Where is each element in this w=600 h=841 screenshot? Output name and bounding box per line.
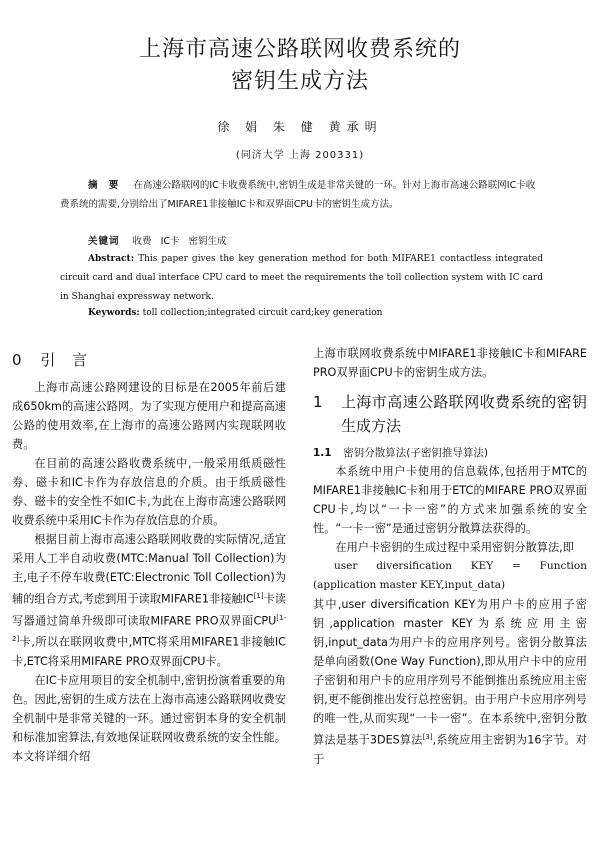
intro-paragraph-3 xyxy=(12,530,286,671)
section-1-paragraph-3 xyxy=(313,595,587,769)
abstract-cn-label: 摘 要 xyxy=(88,180,123,191)
keywords-en xyxy=(60,304,543,323)
subsection-1-1-title: 密钥分散算法(子密钥推导算法) xyxy=(343,447,488,459)
intro-p3-part-c: 卡,所以在联网收费中,MTC将采用MIFARE1非接触IC卡,ETC将采用MIFARE PRO双界面CPU卡。 xyxy=(12,636,286,669)
abstract-en-text: This paper gives the key generation method for both MIFARE1 contactless integrated circuit card and dual interface CPU card to meet the requirements the toll collection system with IC card in Shanghai expressway network. xyxy=(60,254,543,302)
intro-paragraph-2: 在目前的高速公路收费系统中,一般采用纸质磁性券、磁卡和IC卡作为存放信息的介质。由于纸质磁性券、磁卡的安全性不如IC卡,为此在上海市高速公路联网收费系统中采用IC卡作为存放信息的介质。 xyxy=(12,457,286,527)
citation-ref-1: [1] xyxy=(253,592,264,600)
keywords-en-text: toll collection;integrated circuit card;key generation xyxy=(142,308,383,318)
authors: 徐 娟 朱 健 黄承明 xyxy=(217,120,383,134)
intro-heading-text: 引 言 xyxy=(40,351,94,369)
citation-ref-3: [3] xyxy=(422,733,433,741)
left-column xyxy=(12,348,286,766)
section-1-p3-text: 其中,user diversification KEY为用户卡的应用子密钥,application master KEY为系统应用主密钥,input_data为用户卡的应用序列号。密钥分散算法是单向函数(One Way Function),即从用户卡中的应用子密钥和用户卡的应用序列号不能倒推出系统应用主密钥,更不能倒推出发行总控密钥。由于用户卡应用序列号的唯一性,从而实现“一卡一密”。在本系统中,密钥分散算法是基于3DES算法 xyxy=(313,598,587,747)
section-1-title: 上海市高速公路联网收费系统的密钥生成方法 xyxy=(341,393,587,435)
key-formula: user diversification KEY = Function (application master KEY,input_data) xyxy=(313,560,587,591)
section-1-paragraph-1: 本系统中用户卡使用的信息载体,包括用于MTC的MIFARE1非接触IC卡和用于ETC的MIFARE PRO双界面CPU卡,均以“一卡一密”的方式来加强系统的安全性。“一卡一密”是通过密钥分散算法获得的。 xyxy=(313,465,587,535)
abstract-en xyxy=(60,250,543,307)
citation-ref-1-2: [1-2] xyxy=(12,613,286,644)
intro-heading xyxy=(12,348,286,372)
section-1-heading xyxy=(313,390,587,438)
abstract-cn-text: 在高速公路联网的IC卡收费系统中,密钥生成是非常关键的一环。针对上海市高速公路联网IC卡收费系统的需要,分别给出了MIFARE1非接触IC卡和双界面CPU卡的密钥生成方法。 xyxy=(60,180,536,210)
intro-heading-number: 0 xyxy=(12,351,22,369)
section-1-p3-tail: ,系统应用主密钥为16字节。对于 xyxy=(313,733,587,766)
subsection-1-1-number: 1.1 xyxy=(313,447,332,459)
paper-title-line1: 上海市高速公路联网收费系统的 xyxy=(138,37,461,62)
abstract-cn xyxy=(60,176,543,214)
keywords-cn-text: 收费 IC卡 密钥生成 xyxy=(132,236,227,247)
intro-p3-part-b: 卡读写器通过简单升级即可读取MIFARE PRO双界面CPU xyxy=(12,592,286,628)
affiliation: (同济大学 上海 200331) xyxy=(235,150,365,161)
right-paragraph-0: 上海市联网收费系统中MIFARE1非接触IC卡和MIFARE PRO双界面CPU卡的密钥生成方法。 xyxy=(313,347,587,379)
intro-paragraph-1: 上海市高速公路网建设的目标是在2005年前后建成650km的高速公路网。为了实现方便用户和提高高速公路的使用效率,在上海市的高速公路网内实现联网收费。 xyxy=(12,381,286,451)
intro-p3-part-a: 根据目前上海市高速公路联网收费的实际情况,适宜采用人工半自动收费(MTC:Manual Toll Collection)为主,电子不停车收费(ETC:Electronic Toll Collection)为辅的组合方式,考虑到用于读取MIFARE1非接触IC xyxy=(12,533,286,606)
keywords-cn-label: 关键词 xyxy=(88,236,120,247)
section-1-number: 1 xyxy=(313,393,323,411)
keywords-en-label: Keywords: xyxy=(88,308,140,318)
abstract-en-label: Abstract: xyxy=(88,254,135,264)
right-column xyxy=(313,344,587,769)
section-1-paragraph-2: 在用户卡密钥的生成过程中采用密钥分散算法,即 xyxy=(335,541,574,554)
intro-paragraph-4: 在IC卡应用项目的安全机制中,密钥扮演着重要的角色。因此,密钥的生成方法在上海市高速公路联网收费安全机制中是非常关键的一环。通过密钥本身的安全机制和标准加密算法,有效地保证联网收费系统的安全性能。本文将详细介绍 xyxy=(12,674,286,764)
subsection-1-1-heading xyxy=(313,444,587,462)
keywords-cn xyxy=(60,232,543,251)
paper-title-line2: 密钥生成方法 xyxy=(230,69,369,94)
